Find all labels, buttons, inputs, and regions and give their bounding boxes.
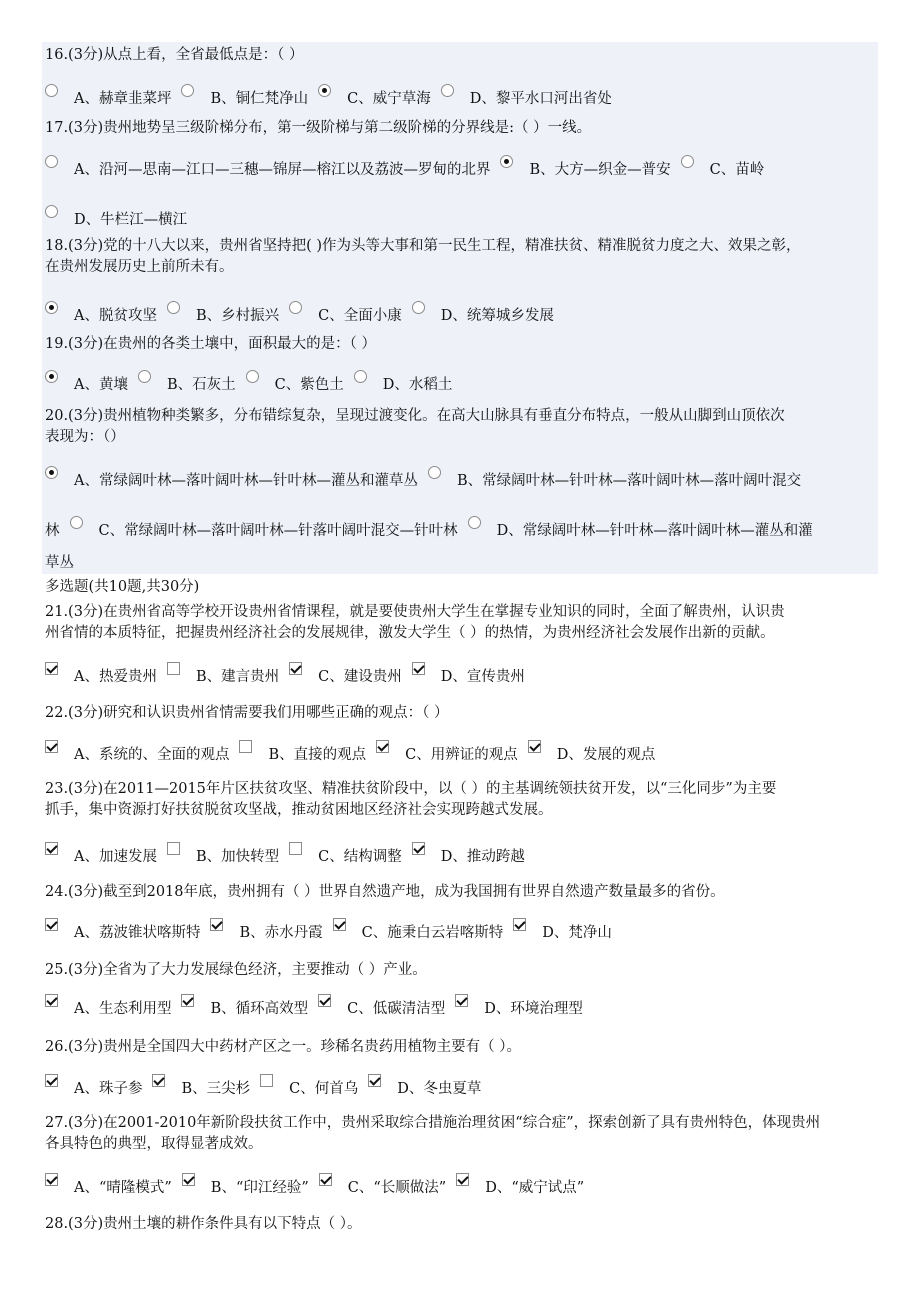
question-25-options — [45, 994, 885, 1020]
option-label: C、何首乌 — [289, 1081, 359, 1097]
question-24-options — [45, 918, 885, 944]
option-18-1[interactable] — [167, 301, 279, 327]
question-16-options — [45, 84, 885, 110]
checkbox[interactable] — [456, 1173, 469, 1186]
option-20-0 — [45, 520, 60, 542]
option-label: C、苗岭 — [709, 162, 765, 178]
option-16-3[interactable] — [441, 84, 612, 110]
checkbox[interactable] — [45, 994, 58, 1007]
option-21-0[interactable] — [45, 662, 157, 688]
question-26-stem: 26.(3分)贵州是全国四大中药材产区之一。珍稀名贵药用植物主要有（ ）。 — [45, 1039, 521, 1055]
question-19-stem: 19.(3分)在贵州的各类土壤中，面积最大的是：（ ） — [45, 336, 376, 352]
radio-button[interactable] — [500, 155, 513, 168]
multi-choice-heading: 多选题(共10题,共30分) — [45, 579, 200, 595]
option-label: D、统筹城乡发展 — [440, 308, 554, 324]
question-23-stem: 抓手，集中资源打好扶贫脱贫攻坚战，推动贫困地区经济社会实现跨越式发展。 — [45, 802, 553, 818]
option-16-0[interactable] — [45, 84, 171, 110]
option-label: D、水稻土 — [382, 377, 453, 393]
option-label: A、黄壤 — [74, 377, 128, 393]
checkbox[interactable] — [376, 740, 389, 753]
checkbox[interactable] — [528, 740, 541, 753]
question-18-options — [45, 301, 885, 327]
option-label: A、赫章韭菜坪 — [74, 91, 172, 107]
option-label: C、“长顺做法” — [347, 1180, 447, 1196]
radio-button[interactable] — [441, 84, 454, 97]
question-25-stem: 25.(3分)全省为了大力发展绿色经济，主要推动（ ）产业。 — [45, 962, 427, 978]
checkbox[interactable] — [210, 918, 223, 931]
checkbox[interactable] — [45, 1074, 58, 1087]
radio-button[interactable] — [167, 301, 180, 314]
question-22-options — [45, 740, 885, 766]
option-24-2[interactable] — [333, 918, 504, 944]
checkbox[interactable] — [289, 842, 302, 855]
option-label: A、脱贫攻坚 — [74, 308, 157, 324]
option-label: D、环境治理型 — [484, 1001, 583, 1017]
radio-button[interactable] — [45, 205, 58, 218]
checkbox[interactable] — [412, 662, 425, 675]
option-label: C、结构调整 — [318, 849, 402, 865]
option-label: D、冬虫夏草 — [397, 1081, 482, 1097]
checkbox[interactable] — [319, 1173, 332, 1186]
checkbox[interactable] — [289, 662, 302, 675]
question-20-options — [45, 516, 885, 542]
question-27-options — [45, 1173, 885, 1199]
radio-button[interactable] — [428, 466, 441, 479]
option-24-1[interactable] — [210, 918, 322, 944]
option-label: B、加快转型 — [195, 849, 280, 865]
option-label: B、直接的观点 — [268, 747, 367, 763]
question-21-options — [45, 662, 885, 688]
question-16-stem: 16.(3分)从点上看，全省最低点是：（ ） — [45, 47, 304, 63]
option-label: B、乡村振兴 — [195, 308, 280, 324]
question-17-stem: 17.(3分)贵州地势呈三级阶梯分布，第一级阶梯与第二级阶梯的分界线是:（ ）一线。 — [45, 120, 592, 136]
option-27-1[interactable] — [182, 1173, 309, 1199]
question-24-stem: 24.(3分)截至到2018年底，贵州拥有（ ）世界自然遗产地，成为我国拥有世界自然遗产数量最多的省份。 — [45, 884, 725, 900]
option-label: D、发展的观点 — [556, 747, 656, 763]
option-label: A、系统的、全面的观点 — [74, 747, 230, 763]
option-20-1[interactable] — [428, 466, 801, 492]
option-label: C、紫色土 — [274, 377, 344, 393]
option-label: A、生态利用型 — [74, 1001, 172, 1017]
option-22-3[interactable] — [528, 740, 656, 766]
checkbox[interactable] — [45, 662, 58, 675]
option-20-1[interactable] — [70, 516, 458, 542]
option-26-2[interactable] — [260, 1074, 358, 1100]
option-17-0[interactable] — [45, 155, 490, 181]
option-label: C、施秉白云岩喀斯特 — [361, 925, 504, 941]
radio-button[interactable] — [468, 516, 481, 529]
option-label: B、三尖杉 — [181, 1081, 251, 1097]
option-label: B、建言贵州 — [195, 669, 280, 685]
option-26-3[interactable] — [368, 1074, 481, 1100]
question-20-options — [45, 466, 885, 492]
option-25-0[interactable] — [45, 994, 171, 1020]
option-25-3[interactable] — [455, 994, 583, 1020]
option-27-2[interactable] — [319, 1173, 446, 1199]
question-23-options — [45, 842, 885, 868]
question-22-stem: 22.(3分)研究和认识贵州省情需要我们用哪些正确的观点：（ ） — [45, 705, 449, 721]
question-27-stem: 各具特色的典型，取得显著成效。 — [45, 1136, 263, 1152]
option-22-0[interactable] — [45, 740, 229, 766]
option-label: C、低碳清洁型 — [347, 1001, 446, 1017]
option-24-0[interactable] — [45, 918, 200, 944]
checkbox[interactable] — [318, 994, 331, 1007]
option-label: B、常绿阔叶林—针叶林—落叶阔叶林—落叶阔叶混交 — [456, 473, 802, 489]
option-label: A、“晴隆模式” — [74, 1180, 172, 1196]
radio-button[interactable] — [138, 370, 151, 383]
option-label: D、推动跨越 — [440, 849, 525, 865]
option-label: C、全面小康 — [318, 308, 402, 324]
option-26-0[interactable] — [45, 1074, 142, 1100]
option-21-3[interactable] — [412, 662, 525, 688]
option-label: D、黎平水口河出省处 — [469, 91, 612, 107]
checkbox[interactable] — [45, 1173, 58, 1186]
option-18-3[interactable] — [412, 301, 554, 327]
question-19-options — [45, 370, 885, 396]
option-18-2[interactable] — [289, 301, 402, 327]
question-20-stem: 表现为：（） — [45, 429, 125, 445]
radio-button[interactable] — [45, 301, 58, 314]
option-22-1[interactable] — [239, 740, 366, 766]
option-26-1[interactable] — [152, 1074, 250, 1100]
checkbox[interactable] — [513, 918, 526, 931]
radio-button[interactable] — [181, 84, 194, 97]
option-label: 林 — [45, 523, 60, 539]
option-label: C、用辨证的观点 — [405, 747, 518, 763]
question-27-stem: 27.(3分)在2001-2010年新阶段扶贫工作中，贵州采取综合措施治理贫困“综合症”，探索创新了具有贵州特色，体现贵州 — [45, 1115, 821, 1131]
question-21-stem: 州省情的本质特征，把握贵州经济社会的发展规律，激发大学生（ ）的热情，为贵州经济社会发展作出新的贡献。 — [45, 625, 775, 641]
checkbox[interactable] — [45, 842, 58, 855]
option-label: C、建设贵州 — [318, 669, 402, 685]
option-label: C、常绿阔叶林—落叶阔叶林—针落叶阔叶混交—针叶林 — [98, 523, 458, 539]
option-17-0[interactable] — [45, 205, 187, 231]
question-23-stem: 23.(3分)在2011—2015年片区扶贫攻坚、精准扶贫阶段中，以（ ）的主基调统领扶贫开发，以“三化同步”为主要 — [45, 781, 777, 797]
checkbox[interactable] — [182, 1173, 195, 1186]
radio-button[interactable] — [70, 516, 83, 529]
question-20-stem: 20.(3分)贵州植物种类繁多，分布错综复杂，呈现过渡变化。在高大山脉具有垂直分布特点，一般从山脚到山顶依次 — [45, 408, 785, 424]
option-label: B、石灰土 — [166, 377, 236, 393]
option-19-0[interactable] — [45, 370, 128, 396]
option-21-2[interactable] — [289, 662, 402, 688]
checkbox[interactable] — [167, 842, 180, 855]
option-19-1[interactable] — [138, 370, 236, 396]
option-label: B、“印江经验” — [210, 1180, 309, 1196]
option-label: A、珠子参 — [74, 1081, 143, 1097]
option-25-1[interactable] — [181, 994, 308, 1020]
option-21-1[interactable] — [167, 662, 279, 688]
option-23-3[interactable] — [412, 842, 525, 868]
option-17-1[interactable] — [500, 155, 670, 181]
radio-button[interactable] — [45, 155, 58, 168]
radio-button[interactable] — [246, 370, 259, 383]
checkbox[interactable] — [239, 740, 252, 753]
radio-button[interactable] — [318, 84, 331, 97]
radio-button[interactable] — [681, 155, 694, 168]
question-18-stem: 18.(3分)党的十八大以来，贵州省坚持把( )作为头等大事和第一民生工程，精准扶贫、精准脱贫力度之大、效果之彰， — [45, 238, 801, 254]
option-16-2[interactable] — [318, 84, 431, 110]
checkbox[interactable] — [368, 1074, 381, 1087]
option-label: B、赤水丹霞 — [239, 925, 323, 941]
option-label: D、“威宁试点” — [485, 1180, 585, 1196]
radio-button[interactable] — [45, 84, 58, 97]
option-label: A、热爱贵州 — [74, 669, 157, 685]
option-23-1[interactable] — [167, 842, 279, 868]
option-27-0[interactable] — [45, 1173, 172, 1199]
checkbox[interactable] — [152, 1074, 165, 1087]
radio-button[interactable] — [289, 301, 302, 314]
option-label: A、常绿阔叶林—落叶阔叶林—针叶林—灌丛和灌草丛 — [74, 473, 418, 489]
checkbox[interactable] — [45, 740, 58, 753]
option-label: D、宣传贵州 — [440, 669, 525, 685]
question-26-options — [45, 1074, 885, 1100]
checkbox[interactable] — [333, 918, 346, 931]
option-label: A、沿河—思南—江口—三穗—锦屏—榕江以及荔波—罗甸的北界 — [74, 162, 491, 178]
question-21-stem: 21.(3分)在贵州省高等学校开设贵州省情课程，就是要使贵州大学生在掌握专业知识的同时，全面了解贵州，认识贵 — [45, 604, 785, 620]
radio-button[interactable] — [45, 370, 58, 383]
question-28-stem: 28.(3分)贵州土壤的耕作条件具有以下特点（ ）。 — [45, 1216, 362, 1232]
option-25-2[interactable] — [318, 994, 445, 1020]
question-18-stem: 在贵州发展历史上前所未有。 — [45, 259, 234, 275]
option-19-3[interactable] — [354, 370, 453, 396]
option-23-2[interactable] — [289, 842, 402, 868]
radio-button[interactable] — [412, 301, 425, 314]
checkbox[interactable] — [45, 918, 58, 931]
question-20-options — [45, 552, 885, 574]
option-20-0[interactable] — [45, 466, 418, 492]
option-20-0 — [45, 552, 74, 574]
question-17-options — [45, 205, 885, 231]
option-27-3[interactable] — [456, 1173, 584, 1199]
option-19-2[interactable] — [246, 370, 344, 396]
option-label: D、常绿阔叶林—针叶林—落叶阔叶林—灌丛和灌 — [496, 523, 813, 539]
option-label: 草丛 — [45, 555, 74, 571]
checkbox[interactable] — [167, 662, 180, 675]
question-17-options — [45, 155, 885, 181]
option-22-2[interactable] — [376, 740, 518, 766]
option-17-2[interactable] — [681, 155, 765, 181]
checkbox[interactable] — [181, 994, 194, 1007]
option-18-0[interactable] — [45, 301, 157, 327]
checkbox[interactable] — [455, 994, 468, 1007]
option-label: D、梵净山 — [542, 925, 612, 941]
checkbox[interactable] — [260, 1074, 273, 1087]
checkbox[interactable] — [412, 842, 425, 855]
option-label: D、牛栏江—横江 — [74, 212, 188, 228]
option-label: B、铜仁梵净山 — [210, 91, 309, 107]
option-label: A、荔波锥状喀斯特 — [74, 925, 201, 941]
radio-button[interactable] — [354, 370, 367, 383]
option-24-3[interactable] — [513, 918, 612, 944]
radio-button[interactable] — [45, 466, 58, 479]
option-label: B、循环高效型 — [210, 1001, 309, 1017]
option-label: C、威宁草海 — [347, 91, 431, 107]
option-label: A、加速发展 — [74, 849, 157, 865]
option-16-1[interactable] — [181, 84, 308, 110]
option-23-0[interactable] — [45, 842, 157, 868]
option-label: B、大方—织金—普安 — [529, 162, 671, 178]
option-20-2[interactable] — [468, 516, 813, 542]
